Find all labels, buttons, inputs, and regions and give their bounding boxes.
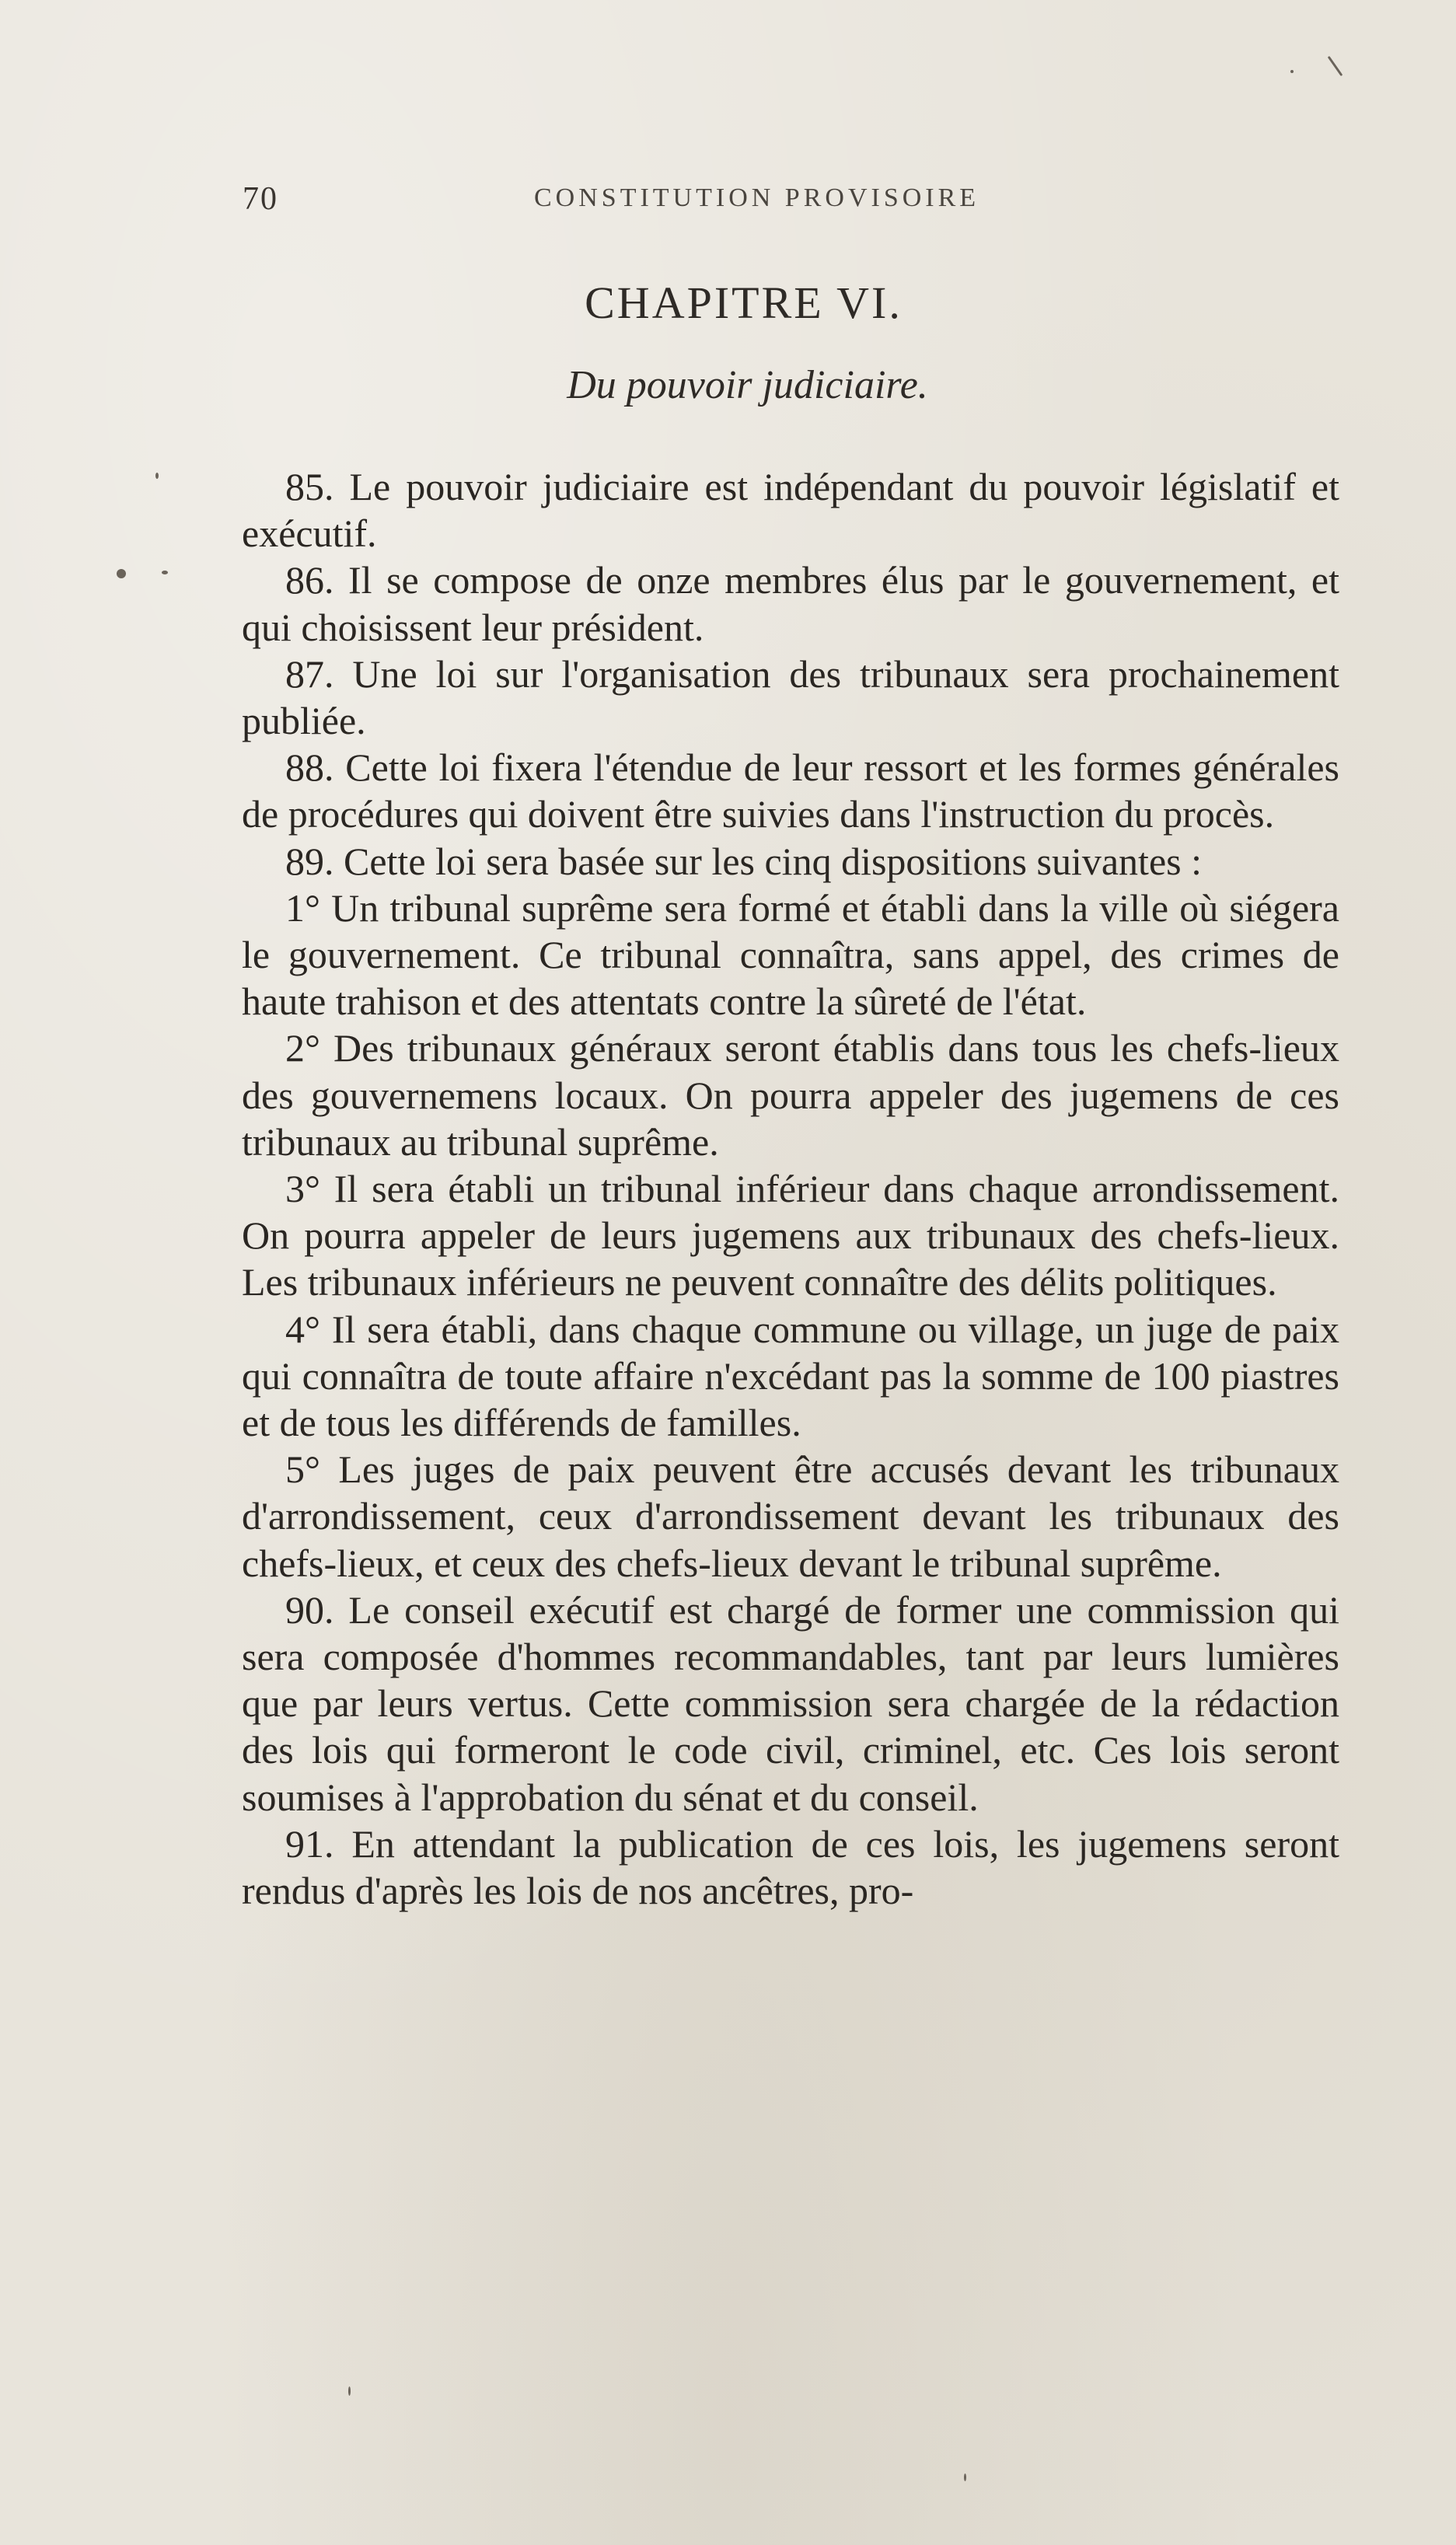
running-title: CONSTITUTION PROVISOIRE [534, 183, 980, 212]
article-85: 85. Le pouvoir judiciaire est indépendant du pouvoir législatif et exécutif. [242, 465, 1339, 556]
page-number: 70 [243, 181, 278, 217]
provision-3: 3° Il sera établi un tribunal inférieur dans chaque arrondissement. On pourra appeler de leurs jugemens aux tribunaux des chefs-lieux. Les tribunaux inférieurs ne peuvent connaître des délits politiques. [242, 1167, 1339, 1304]
paper-speck [155, 473, 159, 479]
paper-speck [1290, 70, 1294, 73]
article-87: 87. Une loi sur l'organisation des tribunaux sera prochainement publiée. [242, 651, 1339, 743]
paper-speck [348, 2386, 351, 2396]
body-text [242, 463, 1339, 1914]
article-90: 90. Le conseil exécutif est chargé de former une commission qui sera composée d'hommes recommandables, tant par leurs lumières que par leurs vertus. Cette commission sera chargée de la rédaction des lois qui formeront le code civil, criminel, etc. Ces lois seront soumises à l'approbation du sénat et du conseil. [242, 1587, 1339, 1819]
paper-speck [162, 571, 168, 574]
paper-speck [1328, 56, 1343, 76]
paper-speck [964, 2473, 966, 2481]
article-86: 86. Il se compose de onze membres élus par le gouvernement, et qui choisissent leur président. [242, 558, 1339, 649]
chapter-subtitle: Du pouvoir judiciaire. [567, 363, 928, 407]
provision-2: 2° Des tribunaux généraux seront établis dans tous les chefs-lieux des gouvernemens locaux. On pourra appeler des jugemens de ces tribunaux au tribunal suprême. [242, 1026, 1339, 1164]
provision-1: 1° Un tribunal suprême sera formé et établi dans la ville où siégera le gouvernement. Ce tribunal connaîtra, sans appel, des crimes de haute trahison et des attentats contre la sûreté de l'état. [242, 885, 1339, 1024]
paper-speck [117, 569, 126, 578]
article-88: 88. Cette loi fixera l'étendue de leur ressort et les formes générales de procédures qui doivent être suivies dans l'instruction du procès. [242, 745, 1339, 836]
article-89: 89. Cette loi sera basée sur les cinq dispositions suivantes : [285, 839, 1202, 883]
provision-4: 4° Il sera établi, dans chaque commune ou village, un juge de paix qui connaîtra de toute affaire n'excédant pas la somme de 100 piastres et de tous les différends de familles. [242, 1307, 1339, 1445]
chapter-title: CHAPITRE VI. [585, 278, 903, 328]
running-head [243, 180, 1055, 227]
provision-5: 5° Les juges de paix peuvent être accusés devant les tribunaux d'arrondissement, ceux d'arrondissement devant les tribunaux des chefs-lieux, et ceux des chefs-lieux devant le tribunal suprême. [242, 1447, 1339, 1585]
article-91: 91. En attendant la publication de ces lois, les jugemens seront rendus d'après les lois de nos ancêtres, pro- [242, 1821, 1339, 1913]
